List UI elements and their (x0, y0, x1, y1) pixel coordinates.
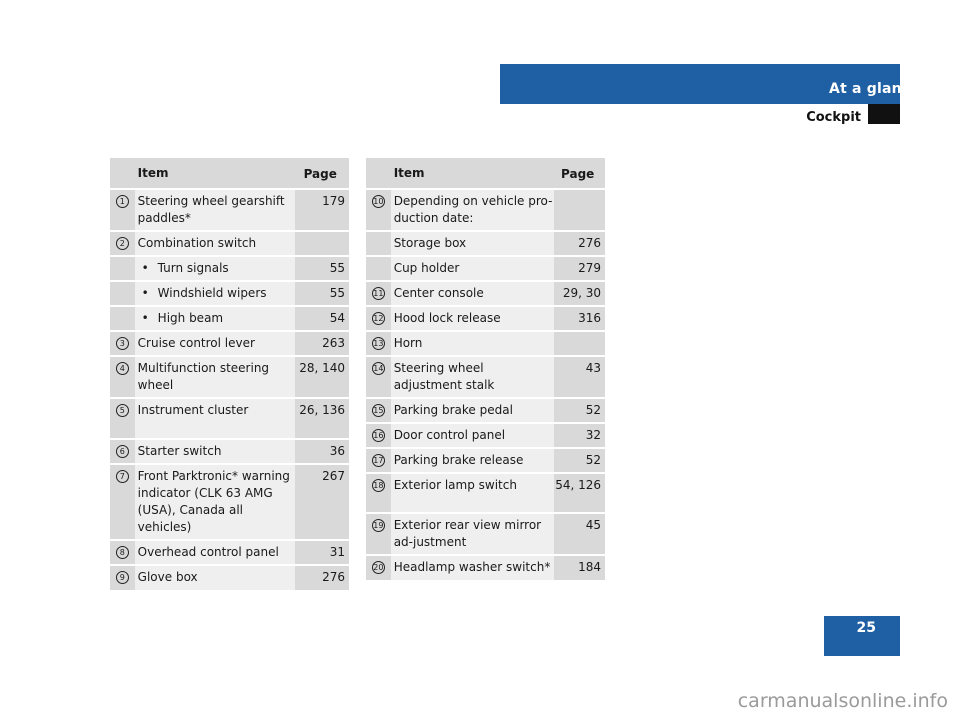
table-row (110, 356, 349, 398)
item-number-cell (110, 231, 135, 256)
page-cell: 28, 140 (295, 356, 349, 398)
page-cell: 36 (295, 439, 349, 464)
item-number-badge: 13 (373, 339, 384, 348)
page-cell: 279 (554, 256, 605, 281)
table-row (110, 540, 349, 565)
table-row (366, 448, 605, 473)
table-row (110, 398, 349, 439)
item-cell (391, 231, 555, 256)
item-number-cell (366, 513, 391, 555)
bullet-icon: • (141, 311, 149, 325)
page-header: Page (295, 158, 349, 189)
item-label: Multifunction steering wheel (137, 361, 270, 392)
item-label: High beam (157, 311, 224, 325)
item-label: Turn signals (157, 261, 229, 275)
item-cell (135, 281, 296, 306)
item-cell (391, 473, 555, 513)
page-cell: 267 (295, 464, 349, 540)
item-label: Parking brake release (393, 453, 524, 467)
item-label: Exterior lamp switch (393, 478, 517, 492)
table-row (110, 439, 349, 464)
item-cell (391, 555, 555, 580)
item-cell (391, 448, 555, 473)
item-label: Steering wheel adjustment stalk (393, 361, 495, 392)
item-label: Parking brake pedal (393, 403, 513, 417)
item-number-badge: 16 (373, 431, 384, 440)
page-cell: 54, 126 (554, 473, 605, 513)
table-row (110, 565, 349, 590)
page-cell: 54 (295, 306, 349, 331)
item-number-cell (110, 356, 135, 398)
table-row (110, 306, 349, 331)
item-number-badge: 19 (373, 521, 384, 530)
item-number-cell (110, 331, 135, 356)
item-label: Starter switch (137, 444, 222, 458)
item-label: Windshield wipers (157, 286, 267, 300)
item-number-cell (110, 439, 135, 464)
item-number-badge: 15 (373, 406, 384, 415)
item-number-badge: 14 (373, 364, 384, 373)
item-number-cell (110, 464, 135, 540)
page-cell (554, 331, 605, 356)
item-cell (135, 464, 296, 540)
item-number-badge: 6 (116, 445, 129, 458)
item-cell (135, 540, 296, 565)
subsection-title: Cockpit (806, 110, 861, 125)
page-cell (295, 231, 349, 256)
item-number-badge: 8 (116, 546, 129, 559)
item-cell (391, 306, 555, 331)
item-number-cell (366, 356, 391, 398)
page-cell (554, 189, 605, 231)
page-cell: 45 (554, 513, 605, 555)
item-number-cell (110, 540, 135, 565)
item-number-badge: 10 (373, 197, 384, 206)
item-cell (391, 256, 555, 281)
item-number-cell (110, 306, 135, 331)
item-label: Instrument cluster (137, 403, 249, 417)
item-label: Door control panel (393, 428, 506, 442)
item-label: Cup holder (393, 261, 460, 275)
page-number: 25 (856, 620, 876, 636)
item-cell (135, 189, 296, 231)
page-cell: 55 (295, 281, 349, 306)
item-label: Headlamp washer switch* (393, 560, 551, 574)
item-label: Center console (393, 286, 484, 300)
table-row (366, 356, 605, 398)
page-cell: 43 (554, 356, 605, 398)
num-header (366, 158, 391, 189)
page-cell: 55 (295, 256, 349, 281)
item-cell (135, 231, 296, 256)
subtitle-marker (868, 104, 900, 124)
item-cell (135, 398, 296, 439)
item-label: Storage box (393, 236, 467, 250)
num-header (110, 158, 135, 189)
table-header-row (110, 158, 349, 189)
item-number-badge: 9 (116, 571, 129, 584)
item-cell (135, 565, 296, 590)
item-number-cell (366, 555, 391, 580)
table-row (366, 306, 605, 331)
table-row (110, 231, 349, 256)
item-label: Hood lock release (393, 311, 501, 325)
watermark: carmanualsonline.info (737, 690, 948, 712)
table-row (110, 281, 349, 306)
page-header: Page (554, 158, 605, 189)
table-row (110, 331, 349, 356)
item-cell (135, 356, 296, 398)
item-cell (391, 281, 555, 306)
item-number-cell (110, 256, 135, 281)
item-cell (391, 423, 555, 448)
item-label: Combination switch (137, 236, 257, 250)
item-label: Front Parktronic* warning indicator (CLK 63 AMG (USA), Canada all vehicles) (137, 469, 290, 534)
table-row (366, 331, 605, 356)
table-header-row (366, 158, 605, 189)
item-number-badge: 18 (373, 481, 384, 490)
table-row (366, 256, 605, 281)
item-cell (391, 398, 555, 423)
bullet-icon: • (141, 286, 149, 300)
item-cell (391, 513, 555, 555)
page-cell: 276 (295, 565, 349, 590)
page-cell: 276 (554, 231, 605, 256)
item-number-cell (366, 256, 391, 281)
item-header: Item (391, 158, 555, 189)
table-row (366, 555, 605, 580)
item-number-cell (366, 448, 391, 473)
page-cell: 52 (554, 398, 605, 423)
item-number-cell (366, 331, 391, 356)
page-cell: 52 (554, 448, 605, 473)
item-cell (391, 331, 555, 356)
item-label: Horn (393, 336, 423, 350)
table-row (366, 513, 605, 555)
item-label: Glove box (137, 570, 198, 584)
page-cell: 263 (295, 331, 349, 356)
item-label: Exterior rear view mirror ad-justment (393, 518, 542, 549)
table-row (366, 231, 605, 256)
item-cell (391, 189, 555, 231)
item-number-badge: 5 (116, 404, 129, 417)
item-number-cell (366, 423, 391, 448)
item-cell (135, 306, 296, 331)
item-header: Item (135, 158, 296, 189)
item-number-badge: 2 (116, 237, 129, 250)
left-cockpit-table (110, 158, 349, 590)
table-row (366, 398, 605, 423)
item-label: Depending on vehicle pro-duction date: (393, 194, 553, 225)
item-number-cell (366, 398, 391, 423)
page-cell: 32 (554, 423, 605, 448)
table-row (110, 256, 349, 281)
item-number-cell (110, 398, 135, 439)
item-number-cell (366, 231, 391, 256)
table-row (366, 473, 605, 513)
table-row (110, 189, 349, 231)
bullet-icon: • (141, 261, 149, 275)
page-cell: 29, 30 (554, 281, 605, 306)
table-row (366, 281, 605, 306)
item-label: Overhead control panel (137, 545, 279, 559)
item-cell (135, 439, 296, 464)
item-label: Cruise control lever (137, 336, 255, 350)
item-number-badge: 4 (116, 362, 129, 375)
item-number-badge: 11 (373, 289, 384, 298)
page-cell: 184 (554, 555, 605, 580)
item-number-cell (366, 306, 391, 331)
item-number-badge: 17 (373, 456, 384, 465)
page-cell: 26, 136 (295, 398, 349, 439)
page-cell: 179 (295, 189, 349, 231)
item-number-cell (366, 473, 391, 513)
item-number-cell (366, 189, 391, 231)
item-number-badge: 1 (116, 195, 129, 208)
right-cockpit-table (366, 158, 605, 580)
item-number-cell (110, 565, 135, 590)
page-cell: 316 (554, 306, 605, 331)
item-number-badge: 20 (373, 563, 384, 572)
item-cell (135, 256, 296, 281)
table-row (366, 189, 605, 231)
table-row (366, 423, 605, 448)
item-label: Steering wheel gearshift paddles* (137, 194, 285, 225)
item-number-cell (366, 281, 391, 306)
section-title: At a glance (829, 81, 920, 97)
item-cell (391, 356, 555, 398)
item-number-badge: 3 (116, 337, 129, 350)
table-row (110, 464, 349, 540)
item-cell (135, 331, 296, 356)
item-number-cell (110, 189, 135, 231)
item-number-badge: 7 (116, 470, 129, 483)
item-number-badge: 12 (373, 314, 384, 323)
page-cell: 31 (295, 540, 349, 565)
item-number-cell (110, 281, 135, 306)
